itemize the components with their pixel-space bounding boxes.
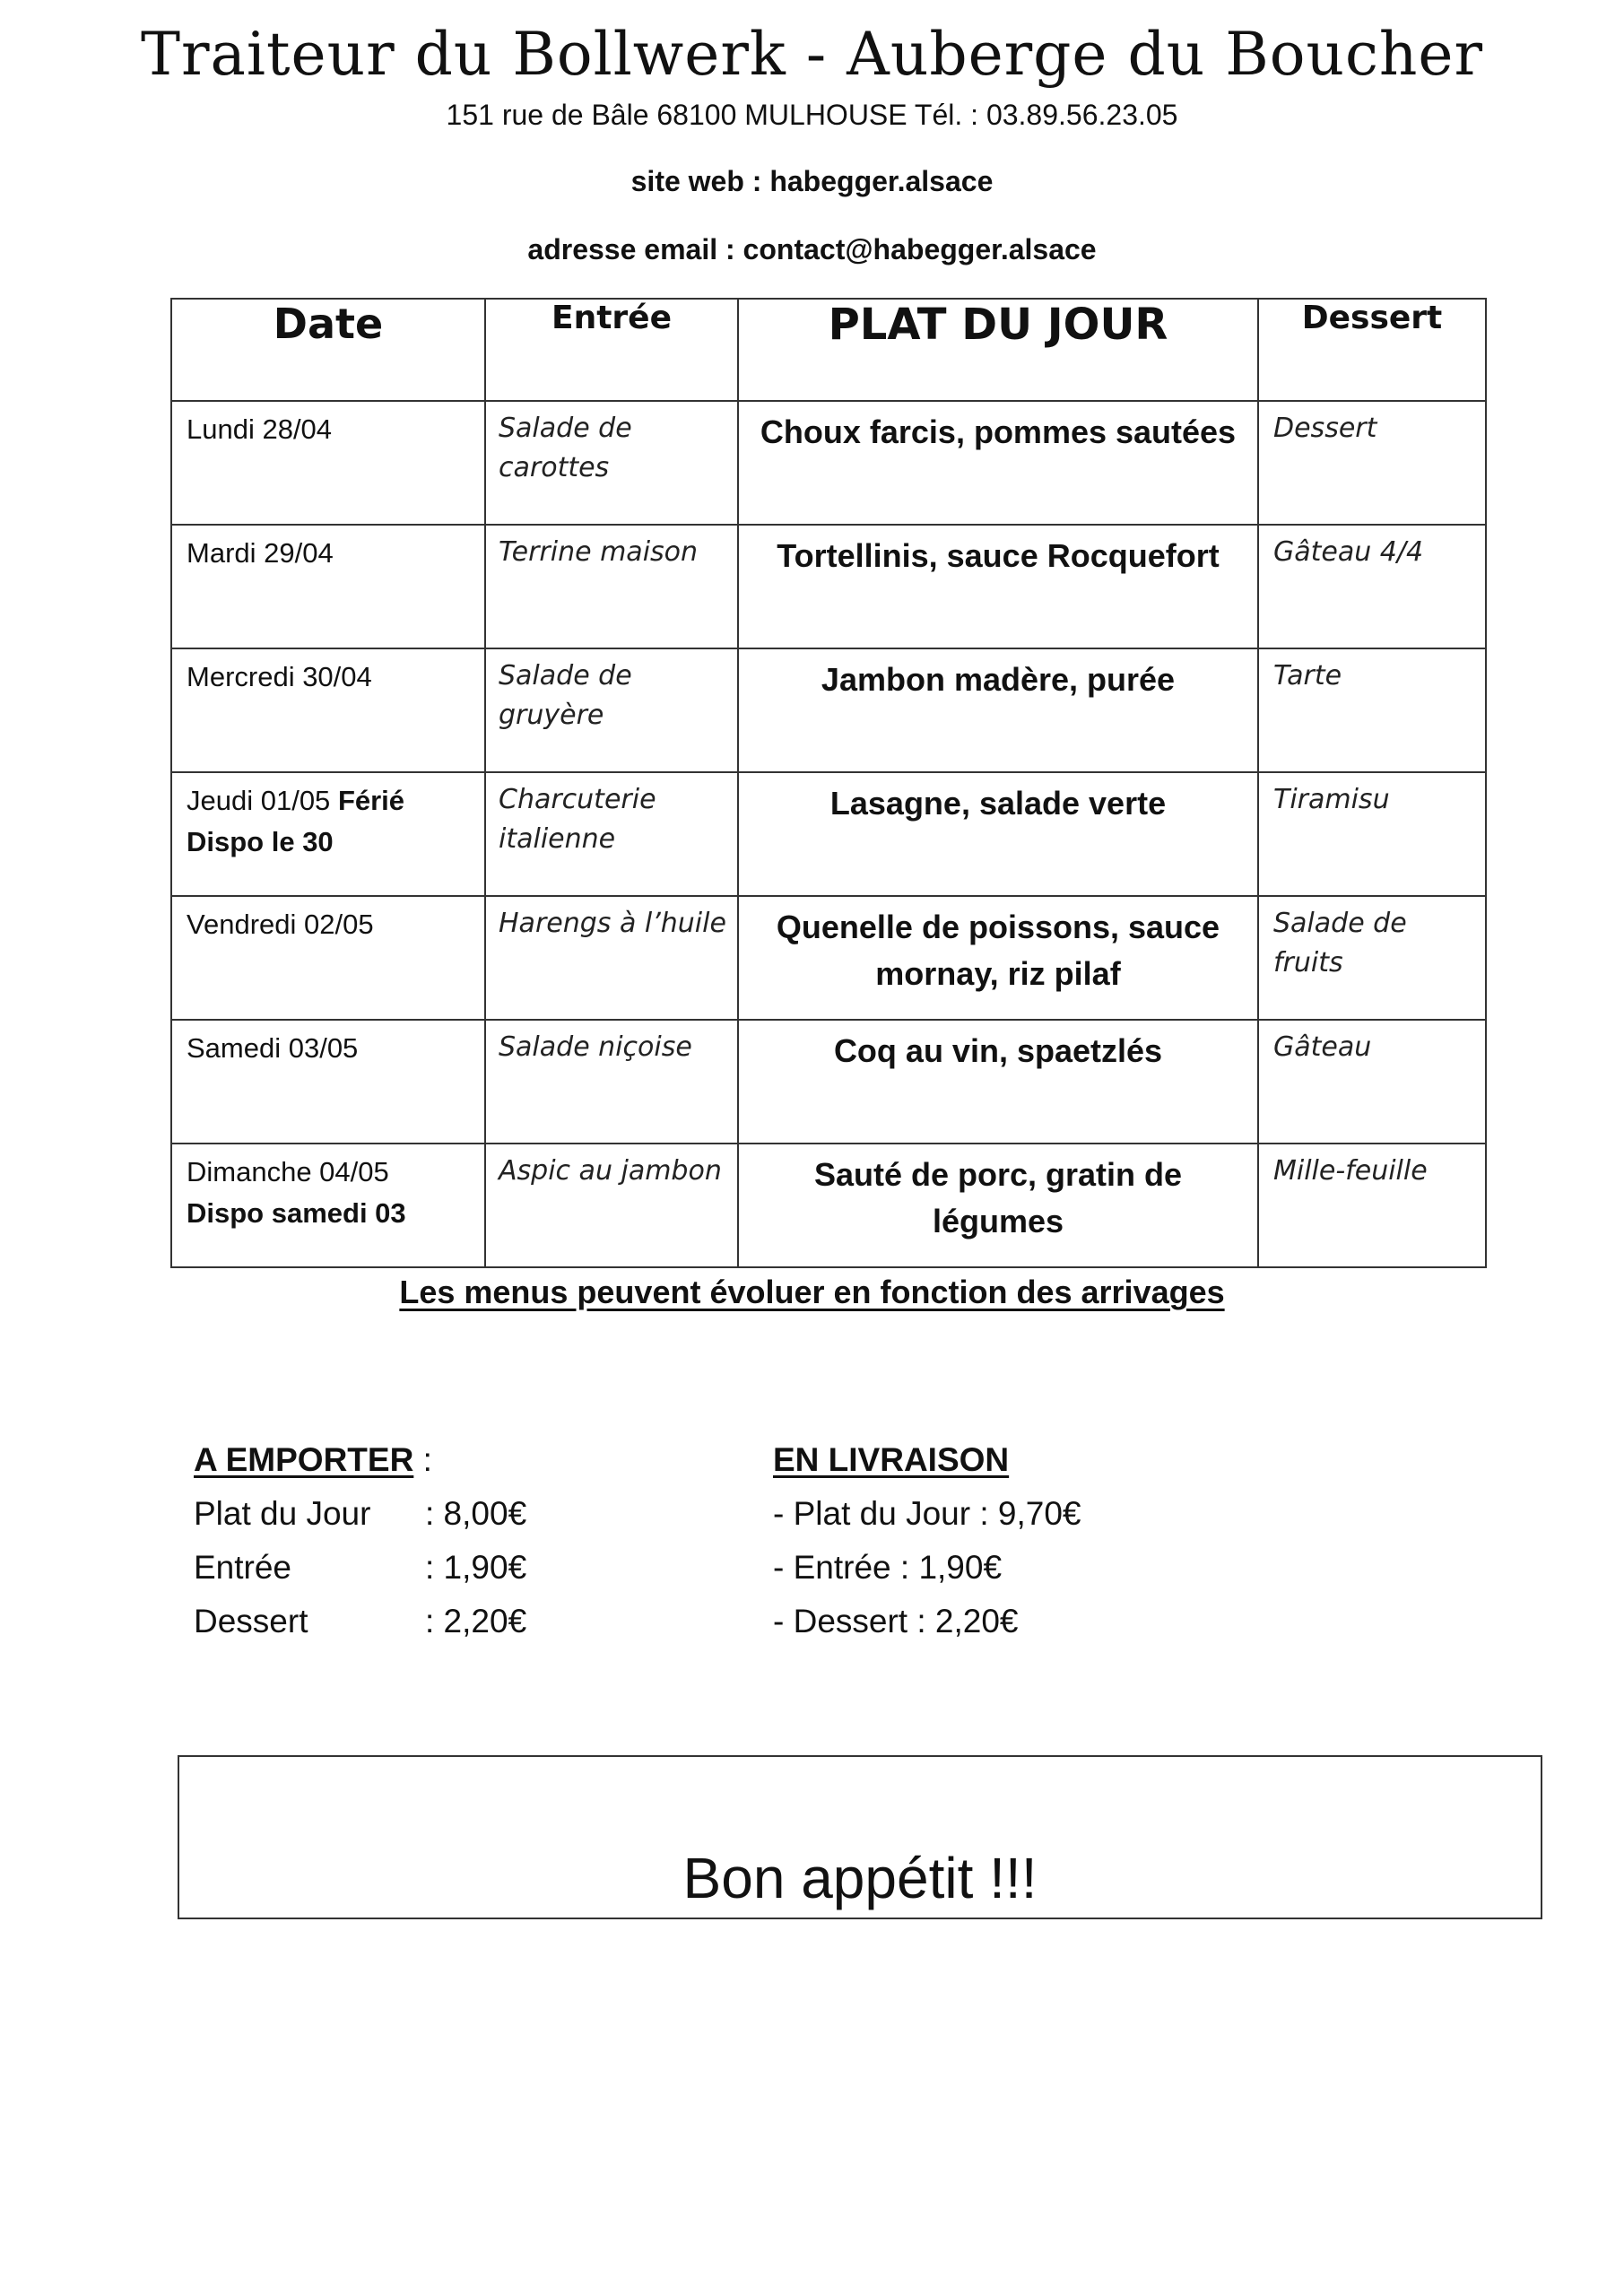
cell-entree: Aspic au jambon	[485, 1144, 738, 1267]
list-item: - Plat du Jour : 9,70€	[773, 1495, 1081, 1532]
website: site web : habegger.alsace	[630, 165, 994, 197]
takeaway-heading-colon: :	[413, 1441, 432, 1478]
cell-dessert: Salade de fruits	[1258, 896, 1486, 1020]
closing-box	[178, 1755, 1542, 1919]
cell-plat: Jambon madère, purée	[738, 648, 1258, 772]
price-value: : 8,00€	[425, 1495, 527, 1532]
cell-plat: Choux farcis, pommes sautées	[738, 401, 1258, 525]
header-dessert: Dessert	[1258, 299, 1486, 401]
list-item: - Entrée : 1,90€	[773, 1549, 1003, 1586]
cell-entree: Charcuterie italienne	[485, 772, 738, 896]
date-text: Dimanche 04/05	[187, 1156, 389, 1187]
menu-note-text: Les menus peuvent évoluer en fonction des arrivages	[399, 1274, 1225, 1310]
takeaway-prices	[194, 1433, 624, 1648]
availability-note: Dispo samedi 03	[187, 1197, 406, 1229]
menu-note	[0, 1274, 1624, 1311]
cell-dessert: Tarte	[1258, 648, 1486, 772]
price-label: Plat du Jour	[194, 1495, 371, 1532]
cell-dessert: Mille-feuille	[1258, 1144, 1486, 1267]
takeaway-heading: A EMPORTER	[194, 1441, 414, 1478]
page-title: Traiteur du Bollwerk - Auberge du Boucher	[140, 20, 1484, 89]
date-text: Samedi 03/05	[187, 1032, 359, 1064]
cell-entree: Salade niçoise	[485, 1020, 738, 1144]
closing-text: Bon appétit !!!	[682, 1846, 1038, 1910]
cell-date	[171, 772, 485, 896]
cell-date	[171, 525, 485, 648]
table-header-row	[171, 299, 1486, 401]
cell-dessert: Gâteau	[1258, 1020, 1486, 1144]
date-text: Vendredi 02/05	[187, 909, 374, 940]
table-row	[171, 648, 1486, 772]
table-row	[171, 1144, 1486, 1267]
menu-table	[170, 298, 1487, 1268]
cell-plat: Tortellinis, sauce Rocquefort	[738, 525, 1258, 648]
header-entree: Entrée	[485, 299, 738, 401]
header-date: Date	[171, 299, 485, 401]
delivery-prices	[773, 1433, 1311, 1648]
cell-date	[171, 1144, 485, 1267]
date-text: Mardi 29/04	[187, 537, 334, 569]
cell-entree: Harengs à l’huile	[485, 896, 738, 1020]
cell-plat: Sauté de porc, gratin de légumes	[738, 1144, 1258, 1267]
price-value: : 1,90€	[425, 1549, 527, 1586]
cell-date	[171, 648, 485, 772]
table-row	[171, 1020, 1486, 1144]
header-plat-du-jour: PLAT DU JOUR	[738, 299, 1258, 401]
cell-plat: Lasagne, salade verte	[738, 772, 1258, 896]
holiday-label: Férié	[337, 785, 405, 816]
cell-entree: Salade de carottes	[485, 401, 738, 525]
email-address: adresse email : contact@habegger.alsace	[527, 233, 1097, 265]
table-row	[171, 525, 1486, 648]
table-row	[171, 401, 1486, 525]
date-text: Mercredi 30/04	[187, 661, 372, 692]
list-item	[194, 1541, 624, 1595]
price-label: Dessert	[194, 1603, 308, 1639]
cell-entree: Salade de gruyère	[485, 648, 738, 772]
delivery-heading-row	[773, 1433, 1311, 1487]
date-text: Jeudi 01/05	[187, 785, 331, 816]
table-row	[171, 896, 1486, 1020]
availability-note: Dispo le 30	[187, 826, 334, 857]
list-item	[194, 1595, 624, 1648]
table-row	[171, 772, 1486, 896]
list-item: - Dessert : 2,20€	[773, 1603, 1019, 1639]
cell-date	[171, 1020, 485, 1144]
cell-plat: Quenelle de poissons, sauce mornay, riz pilaf	[738, 896, 1258, 1020]
delivery-heading: EN LIVRAISON	[773, 1441, 1010, 1478]
cell-entree: Terrine maison	[485, 525, 738, 648]
takeaway-heading-row	[194, 1433, 624, 1487]
cell-date	[171, 401, 485, 525]
list-item	[194, 1487, 624, 1541]
cell-date	[171, 896, 485, 1020]
price-value: : 2,20€	[425, 1603, 527, 1639]
cell-dessert: Tiramisu	[1258, 772, 1486, 896]
cell-dessert: Gâteau 4/4	[1258, 525, 1486, 648]
address: 151 rue de Bâle 68100 MULHOUSE Tél. : 03.89.56.23.05	[446, 99, 1178, 131]
cell-plat: Coq au vin, spaetzlés	[738, 1020, 1258, 1144]
cell-dessert: Dessert	[1258, 401, 1486, 525]
date-text: Lundi 28/04	[187, 413, 333, 445]
price-label: Entrée	[194, 1549, 292, 1586]
